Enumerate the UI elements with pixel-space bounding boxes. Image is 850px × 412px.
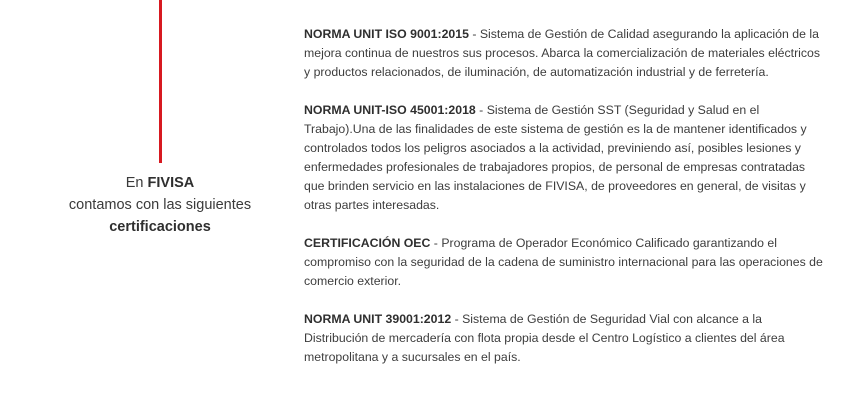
certification-list: [304, 25, 826, 386]
certification-title: NORMA UNIT ISO 9001:2015: [304, 27, 469, 41]
red-divider-line: [159, 0, 162, 163]
certification-description: - Sistema de Gestión SST (Seguridad y Salud en el Trabajo).Una de las finalidades de este sistema de gestión es la de mantener identificados y controlados todos los peligros asociados a la actividad, previniendo así, posibles lesiones y enfermedades profesionales de trabajadores propios, de personal de empresas contratadas que brinden servicio en las instalaciones de FIVISA, de proveedores en general, de visitas y otras partes interesadas.: [304, 103, 807, 212]
certification-title: NORMA UNIT 39001:2012: [304, 312, 452, 326]
intro-prefix: En: [125, 175, 148, 191]
certification-item: [304, 310, 826, 367]
intro-line-2: contamos con las siguientes: [68, 197, 252, 213]
company-name: FIVISA: [147, 175, 195, 191]
certification-item: [304, 234, 826, 291]
certifications-intro: [40, 172, 280, 238]
certification-item: [304, 101, 826, 215]
certification-title: NORMA UNIT-ISO 45001:2018: [304, 103, 476, 117]
certification-title: CERTIFICACIÓN OEC: [304, 236, 431, 250]
certification-item: [304, 25, 826, 82]
certification-description: - Sistema de Gestión de Seguridad Vial con alcance a la Distribución de mercadería con flota propia desde el Centro Logístico a clientes del área metropolitana y a sucursales en el país.: [304, 312, 785, 364]
intro-line-3: certificaciones: [109, 219, 211, 235]
certification-description: - Sistema de Gestión de Calidad asegurando la aplicación de la mejora continua de nuestros sus procesos. Abarca la comercialización de materiales eléctricos y productos relacionados, de iluminación, de automatización industrial y de ferretería.: [304, 27, 821, 79]
certification-description: - Programa de Operador Económico Calificado garantizando el compromiso con la seguridad de la cadena de suministro internacional para las operaciones de comercio exterior.: [304, 236, 823, 288]
